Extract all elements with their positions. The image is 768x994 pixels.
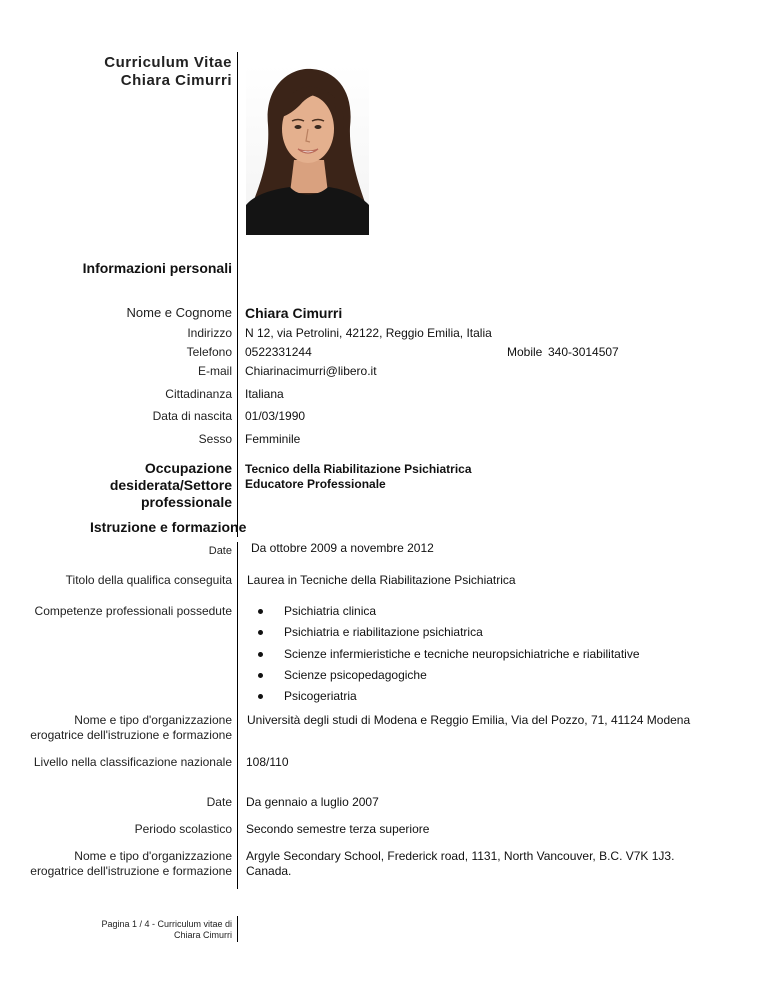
edu2-org-label — [30, 849, 232, 879]
footer-line2: Chiara Cimurri — [173, 930, 232, 940]
birthdate-value: 01/03/1990 — [245, 409, 306, 423]
footer-line1: Pagina 1 / 4 - Curriculum vitae di — [101, 919, 232, 929]
bullet-icon — [258, 673, 263, 678]
name-value: Chiara Cimurri — [245, 305, 343, 321]
occupation-label-line2: desiderata/Settore — [109, 477, 232, 493]
birthdate-label: Data di nascita — [152, 409, 232, 423]
occupation-value-line1: Tecnico della Riabilitazione Psichiatrica — [245, 462, 472, 476]
phone-value: 0522331244 — [245, 345, 312, 359]
skill-item: Scienze psicopedagogiche — [284, 668, 427, 682]
footer-divider — [237, 916, 238, 942]
column-divider-top — [237, 52, 238, 537]
edu1-org-label — [30, 713, 232, 743]
cv-title-line1: Curriculum Vitae — [104, 54, 232, 71]
sex-value: Femminile — [245, 432, 301, 446]
mobile-label: Mobile — [507, 345, 543, 359]
edu2-org-label-line1: Nome e tipo d'organizzazione — [74, 849, 232, 863]
edu1-org-label-line1: Nome e tipo d'organizzazione — [74, 713, 232, 727]
profile-photo — [246, 65, 369, 235]
education-heading: Istruzione e formazione — [90, 519, 247, 535]
cv-title-line2: Chiara Cimurri — [120, 72, 232, 89]
personal-info-heading: Informazioni personali — [82, 260, 232, 276]
bullet-icon — [258, 609, 263, 614]
edu1-org-value: Università degli studi di Modena e Reggio Emilia, Via del Pozzo, 71, 41124 Modena — [247, 713, 691, 727]
edu1-skills-label: Competenze professionali possedute — [34, 604, 232, 618]
edu1-org-label-line2: erogatrice dell'istruzione e formazione — [30, 728, 232, 742]
address-label: Indirizzo — [187, 326, 232, 340]
citizenship-value: Italiana — [245, 387, 284, 401]
skill-item: Psichiatria clinica — [284, 604, 377, 618]
sex-label: Sesso — [198, 432, 232, 446]
edu1-date-value: Da ottobre 2009 a novembre 2012 — [251, 541, 434, 555]
edu2-org-value-line1: Argyle Secondary School, Frederick road, 1131, North Vancouver, B.C. V7K 1J3. — [246, 849, 675, 863]
edu2-period-label: Periodo scolastico — [134, 822, 232, 836]
cv-title — [104, 54, 232, 90]
occupation-value — [245, 462, 472, 492]
edu1-level-label: Livello nella classificazione nazionale — [33, 755, 232, 769]
page-footer — [101, 919, 232, 941]
edu2-org-label-line2: erogatrice dell'istruzione e formazione — [30, 864, 232, 878]
phone-label: Telefono — [186, 345, 232, 359]
citizenship-label: Cittadinanza — [165, 387, 232, 401]
occupation-label-line3: professionale — [140, 494, 232, 510]
email-label: E-mail — [197, 364, 232, 378]
name-label: Nome e Cognome — [126, 305, 232, 320]
mobile-value: 340-3014507 — [548, 345, 619, 359]
column-divider-bottom — [237, 542, 238, 889]
skill-item: Psicogeriatria — [284, 689, 357, 703]
bullet-icon — [258, 694, 263, 699]
edu1-date-label: Date — [208, 545, 232, 557]
skill-item: Psichiatria e riabilitazione psichiatrica — [284, 625, 483, 639]
email-value: Chiarinacimurri@libero.it — [245, 364, 377, 378]
edu2-date-label: Date — [206, 795, 232, 809]
edu1-qualification-value: Laurea in Tecniche della Riabilitazione Psichiatrica — [247, 573, 516, 587]
edu2-period-value: Secondo semestre terza superiore — [246, 822, 430, 836]
portrait-image — [246, 65, 369, 235]
edu2-date-value: Da gennaio a luglio 2007 — [246, 795, 379, 809]
address-value: N 12, via Petrolini, 42122, Reggio Emilia, Italia — [245, 326, 492, 340]
bullet-icon — [258, 652, 263, 657]
edu1-qualification-label: Titolo della qualifica conseguita — [65, 573, 232, 587]
edu2-org-value-line2: Canada. — [246, 864, 292, 878]
skill-item: Scienze infermieristiche e tecniche neuropsichiatriche e riabilitative — [284, 647, 640, 661]
occupation-value-line2: Educatore Professionale — [245, 477, 386, 491]
bullet-icon — [258, 630, 263, 635]
occupation-label — [110, 460, 232, 511]
edu2-org-value — [246, 849, 674, 879]
occupation-label-line1: Occupazione — [144, 460, 232, 476]
edu1-level-value: 108/110 — [246, 755, 289, 769]
